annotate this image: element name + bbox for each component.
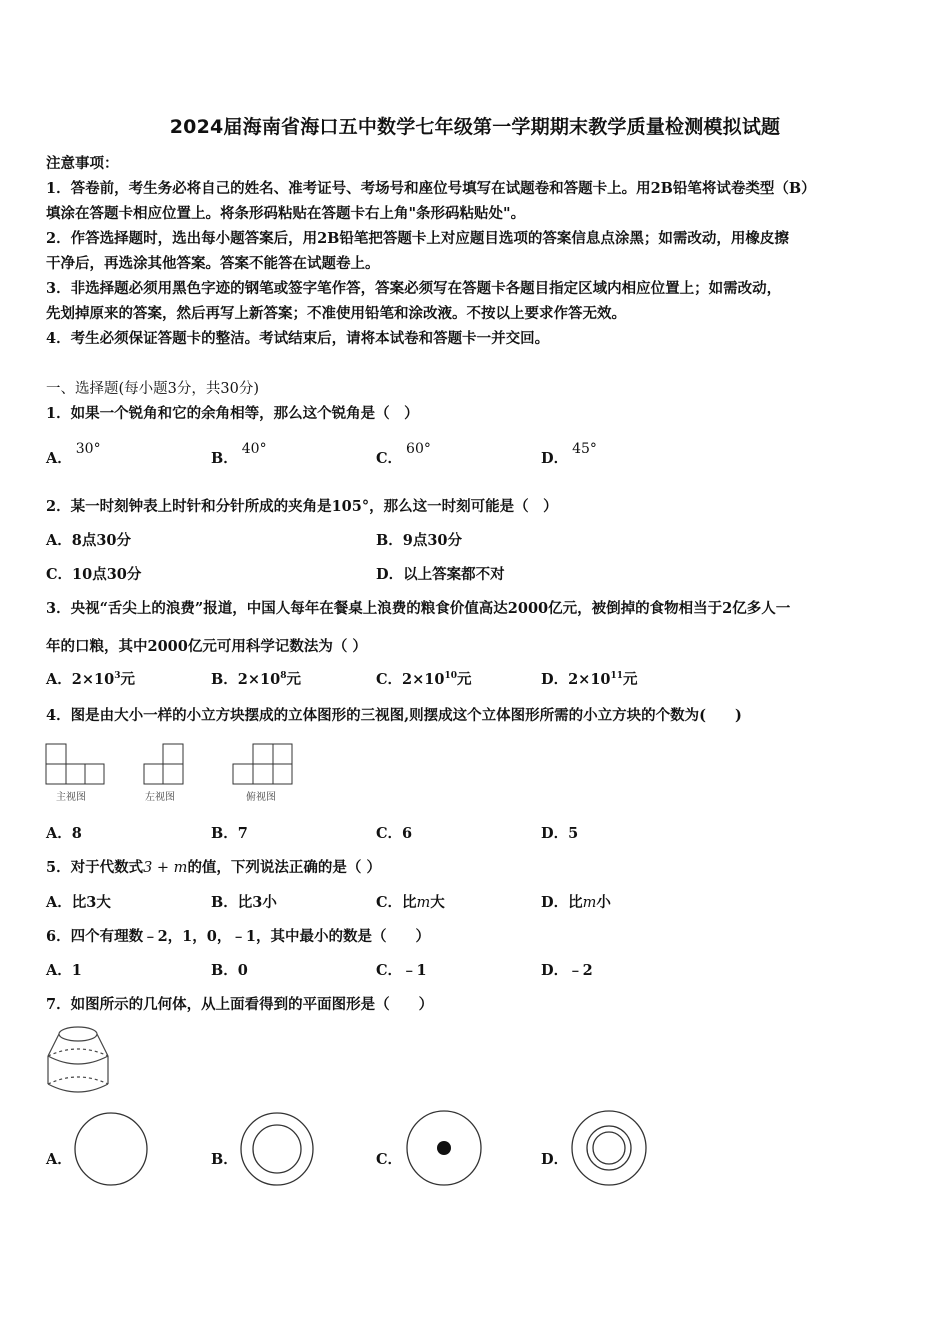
option-text: D．比 bbox=[541, 894, 583, 911]
math-variable: m bbox=[582, 895, 597, 911]
q3-option-a[interactable] bbox=[46, 668, 135, 689]
notice-line: 3．非选择题必须用黑色字迹的钢笔或签字笔作答，答案必须写在答题卡各题目指定区域内相应位置上；如需改动， bbox=[46, 280, 782, 297]
q7-option-a-figure[interactable] bbox=[72, 1110, 150, 1188]
option-value: 40° bbox=[241, 441, 267, 457]
view-square bbox=[144, 764, 163, 784]
option-base: 2×10 bbox=[71, 671, 115, 688]
q1-option-a[interactable] bbox=[46, 441, 101, 468]
option-label: A． bbox=[46, 450, 72, 467]
option-exponent: 10 bbox=[444, 671, 457, 682]
view-square bbox=[273, 764, 292, 784]
option-exponent: 8 bbox=[280, 671, 287, 682]
q7-option-d-figure[interactable] bbox=[569, 1108, 649, 1188]
view-square bbox=[233, 764, 253, 784]
left-view-label: 左视图 bbox=[145, 792, 175, 803]
view-square bbox=[273, 744, 292, 764]
option-exponent: 3 bbox=[114, 671, 121, 682]
q7-option-a[interactable]: A． bbox=[46, 1151, 72, 1168]
section-heading: 一、选择题(每小题3分，共30分) bbox=[46, 381, 259, 397]
q7-option-b[interactable]: B． bbox=[211, 1151, 238, 1168]
q7-option-b-figure[interactable] bbox=[238, 1110, 316, 1188]
question-4-stem: 4．图是由大小一样的小立方块摆成的立体图形的三视图,则摆成这个立体图形所需的小立方块的个数为( ) bbox=[46, 707, 742, 724]
option-unit: 元 bbox=[120, 671, 135, 688]
q3-option-d[interactable] bbox=[541, 668, 638, 689]
question-6-stem: 6．四个有理数﹣2，1，0，﹣1，其中最小的数是（ ） bbox=[46, 928, 430, 945]
stem-text: 5．对于代数式 bbox=[46, 859, 144, 876]
view-square bbox=[163, 764, 183, 784]
option-label: A． bbox=[46, 671, 72, 688]
q2-option-b[interactable]: B．9点30分 bbox=[376, 532, 463, 549]
q5-option-b[interactable] bbox=[211, 891, 277, 912]
view-square bbox=[253, 744, 273, 764]
q4-option-c[interactable]: C．6 bbox=[376, 825, 413, 842]
notice-line: 先划掉原来的答案，然后再写上新答案；不准使用铅笔和涂改液。不按以上要求作答无效。 bbox=[46, 305, 626, 322]
q6-option-c[interactable]: C．﹣1 bbox=[376, 962, 427, 979]
q2-option-d[interactable]: D．以上答案都不对 bbox=[376, 566, 505, 583]
three-views-figure bbox=[40, 740, 320, 808]
q4-option-d[interactable]: D．5 bbox=[541, 825, 579, 842]
option-base: 2×10 bbox=[402, 671, 445, 688]
outer-circle bbox=[241, 1113, 313, 1185]
top-ellipse bbox=[59, 1027, 97, 1041]
view-square bbox=[163, 744, 183, 764]
q6-option-d[interactable]: D．﹣2 bbox=[541, 962, 593, 979]
notice-line: 2．作答选择题时，选出每小题答案后，用2B铅笔把答题卡上对应题目选项的答案信息点涂黑；如需改动，用橡皮擦 bbox=[46, 230, 789, 247]
option-value: 60° bbox=[406, 441, 431, 457]
bottom-arc-hidden bbox=[48, 1077, 108, 1084]
top-view-label: 俯视图 bbox=[246, 792, 276, 803]
q5-option-a[interactable] bbox=[46, 891, 111, 912]
q7-option-c-figure[interactable] bbox=[404, 1108, 484, 1188]
outer-circle bbox=[75, 1113, 147, 1185]
question-5-stem bbox=[46, 856, 381, 877]
option-label: D． bbox=[541, 671, 569, 688]
option-base: 2×10 bbox=[568, 671, 611, 688]
question-3-stem: 3．央视“舌尖上的浪费”报道，中国人每年在餐桌上浪费的粮食价值高达2000亿元，被倒掉的食物相当于2亿多人一 bbox=[46, 600, 791, 617]
outer-circle bbox=[572, 1111, 646, 1185]
q4-option-a[interactable]: A．8 bbox=[46, 825, 82, 842]
math-variable: m bbox=[416, 895, 431, 911]
q1-option-c[interactable] bbox=[376, 441, 431, 468]
q1-option-b[interactable] bbox=[211, 441, 267, 468]
question-2-stem: 2．某一时刻钟表上时针和分针所成的夹角是105°，那么这一时刻可能是（ ） bbox=[46, 498, 558, 515]
notice-line: 干净后，再选涂其他答案。答案不能答在试题卷上。 bbox=[46, 255, 380, 272]
option-text: C．比 bbox=[376, 894, 417, 911]
slant-edge bbox=[97, 1034, 108, 1056]
q3-option-b[interactable] bbox=[211, 668, 301, 689]
q7-option-c[interactable]: C． bbox=[376, 1151, 403, 1168]
inner-circle bbox=[253, 1125, 301, 1173]
view-square bbox=[46, 764, 66, 784]
slant-edge bbox=[48, 1034, 59, 1056]
option-label: B． bbox=[211, 450, 238, 467]
option-label: B． bbox=[211, 671, 238, 688]
q2-option-a[interactable]: A．8点30分 bbox=[46, 532, 132, 549]
option-label: D． bbox=[541, 450, 569, 467]
notice-heading: 注意事项： bbox=[46, 155, 119, 172]
option-value: 30° bbox=[75, 441, 101, 457]
q5-option-c[interactable] bbox=[376, 891, 445, 912]
inner-circle bbox=[593, 1132, 625, 1164]
math-expression: 3 + m bbox=[143, 860, 188, 876]
question-3-stem-cont: 年的口粮，其中2000亿元可用科学记数法为（ ） bbox=[46, 638, 367, 655]
q3-option-c[interactable] bbox=[376, 668, 472, 689]
q6-option-a[interactable]: A．1 bbox=[46, 962, 82, 979]
option-unit: 元 bbox=[457, 671, 472, 688]
notice-line: 填涂在答题卡相应位置上。将条形码粘贴在答题卡右上角"条形码粘贴处"。 bbox=[46, 205, 526, 222]
option-unit: 元 bbox=[623, 671, 638, 688]
notice-line: 4．考生必须保证答题卡的整洁。考试结束后，请将本试卷和答题卡一并交回。 bbox=[46, 330, 550, 347]
question-7-stem: 7．如图所示的几何体，从上面看得到的平面图形是（ ） bbox=[46, 996, 434, 1013]
middle-arc bbox=[48, 1056, 108, 1064]
view-square bbox=[85, 764, 104, 784]
q5-option-d[interactable] bbox=[541, 891, 611, 912]
page-title: 2024届海南省海口五中数学七年级第一学期期末教学质量检测模拟试题 bbox=[169, 116, 781, 138]
frustum-solid-figure bbox=[42, 1020, 114, 1100]
option-text: A．比3大 bbox=[46, 894, 111, 911]
middle-arc-hidden bbox=[48, 1049, 108, 1056]
option-base: 2×10 bbox=[237, 671, 281, 688]
option-label: C． bbox=[376, 671, 403, 688]
center-dot bbox=[437, 1141, 451, 1155]
q6-option-b[interactable]: B．0 bbox=[211, 962, 248, 979]
option-text: B．比3小 bbox=[211, 894, 277, 911]
option-text: 大 bbox=[430, 894, 445, 911]
question-1-stem: 1．如果一个锐角和它的余角相等，那么这个锐角是（ ） bbox=[46, 405, 419, 422]
option-unit: 元 bbox=[286, 671, 301, 688]
q2-option-c[interactable]: C．10点30分 bbox=[46, 566, 142, 583]
bottom-arc bbox=[48, 1084, 108, 1092]
view-square bbox=[253, 764, 273, 784]
notice-line: 1．答卷前，考生务必将自己的姓名、准考证号、考场号和座位号填写在试题卷和答题卡上。用2B铅笔将试卷类型（B） bbox=[46, 180, 816, 197]
option-exponent: 11 bbox=[610, 671, 624, 682]
option-label: C． bbox=[376, 450, 403, 467]
q7-option-d[interactable]: D． bbox=[541, 1151, 569, 1168]
q1-option-d[interactable] bbox=[541, 441, 597, 468]
view-square bbox=[66, 764, 85, 784]
stem-text: 的值，下列说法正确的是（ ） bbox=[187, 859, 381, 876]
q4-option-b[interactable]: B．7 bbox=[211, 825, 248, 842]
option-value: 45° bbox=[572, 441, 597, 457]
option-text: 小 bbox=[596, 894, 611, 911]
view-square bbox=[46, 744, 66, 764]
front-view-label: 主视图 bbox=[56, 792, 86, 803]
